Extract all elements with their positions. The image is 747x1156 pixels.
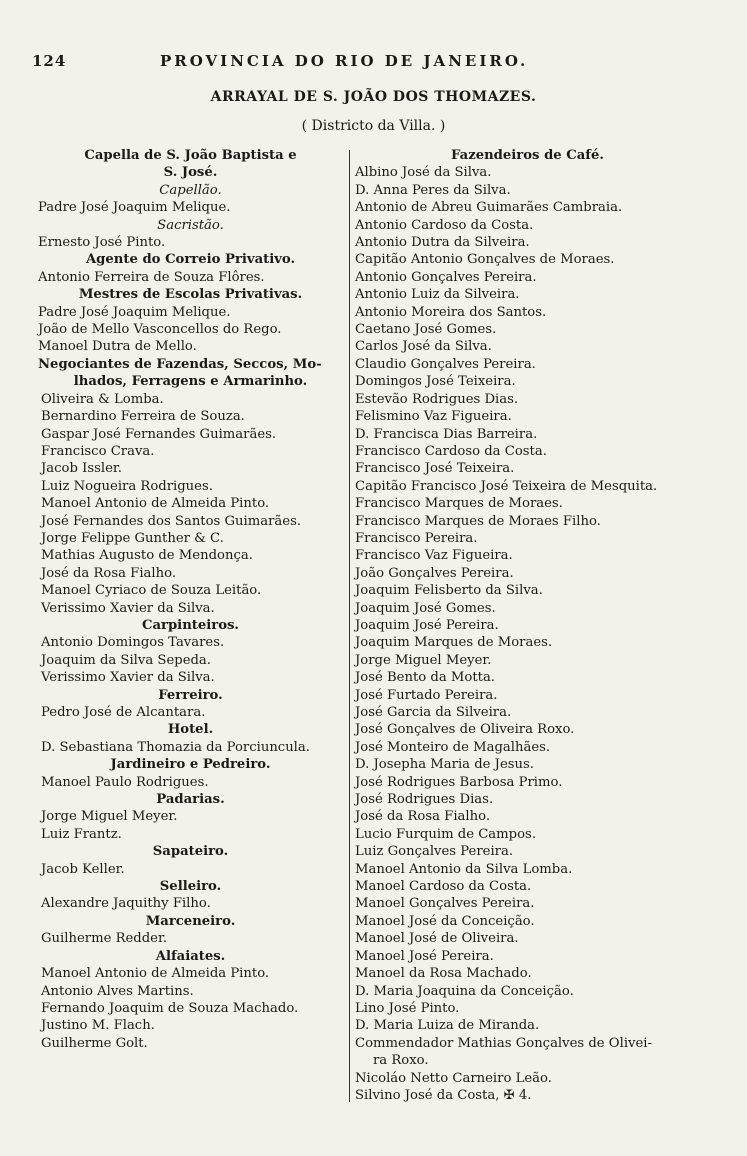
list-item: Jorge Miguel Meyer. bbox=[41, 809, 178, 825]
sacristan-label: Sacristão. bbox=[157, 217, 224, 233]
list-item: Jacob Keller. bbox=[41, 861, 125, 877]
list-item: Antonio Cardoso da Costa. bbox=[355, 217, 534, 233]
list-item: Joaquim da Silva Sepeda. bbox=[41, 652, 211, 668]
list-item: José da Rosa Fialho. bbox=[355, 809, 491, 825]
teachers-heading: Mestres de Escolas Privativas. bbox=[78, 287, 303, 303]
chaplain-label: Capellão. bbox=[159, 182, 222, 198]
list-item: Manoel Antonio de Almeida Pinto. bbox=[41, 966, 270, 982]
list-item: Nicoláo Netto Carneiro Leão. bbox=[355, 1070, 552, 1086]
list-item: Capitão Antonio Gonçalves de Moraes. bbox=[355, 252, 615, 268]
list-item: Antonio Dutra da Silveira. bbox=[355, 235, 530, 251]
list-item: Manoel José Pereira. bbox=[355, 948, 494, 964]
list-item: Carlos José da Silva. bbox=[355, 339, 492, 355]
list-item: Caetano José Gomes. bbox=[355, 322, 497, 338]
chaplain-name: Padre José Joaquim Melique. bbox=[38, 200, 231, 216]
list-item: D. Maria Joaquina da Conceição. bbox=[355, 983, 574, 999]
list-item: Estevão Rodrigues Dias. bbox=[355, 391, 519, 407]
list-item: José Furtado Pereira. bbox=[355, 687, 498, 703]
list-item: Padre José Joaquim Melique. bbox=[38, 304, 231, 320]
list-item: Domingos José Teixeira. bbox=[355, 374, 516, 390]
list-item: Francisco Crava. bbox=[41, 443, 155, 459]
list-item: Oliveira & Lomba. bbox=[41, 391, 164, 407]
list-item: Jorge Miguel Meyer. bbox=[355, 652, 492, 668]
list-item: João de Mello Vasconcellos do Rego. bbox=[38, 322, 282, 338]
gardener-heading: Jardineiro e Pedreiro. bbox=[110, 757, 271, 773]
list-item: Francisco José Teixeira. bbox=[355, 461, 515, 477]
list-item: Guilherme Redder. bbox=[41, 931, 168, 947]
list-item: Manoel Dutra de Mello. bbox=[38, 339, 197, 355]
list-item: Luiz Frantz. bbox=[41, 826, 122, 842]
list-item: José Rodrigues Dias. bbox=[355, 792, 494, 808]
list-item: Manoel José de Oliveira. bbox=[355, 931, 519, 947]
list-item: Manoel José da Conceição. bbox=[355, 913, 535, 929]
list-item: Guilherme Golt. bbox=[41, 1035, 148, 1051]
list-item: Bernardino Ferreira de Souza. bbox=[41, 409, 245, 425]
list-item: José Gonçalves de Oliveira Roxo. bbox=[355, 722, 575, 738]
list-item: D. Francisca Dias Barreira. bbox=[355, 426, 538, 442]
list-item: Alexandre Jaquithy Filho. bbox=[41, 896, 211, 912]
farmers-list bbox=[355, 164, 700, 1034]
list-item: Antonio Moreira dos Santos. bbox=[355, 304, 547, 320]
list-item: José Fernandes dos Santos Guimarães. bbox=[41, 513, 302, 529]
merchants-heading-cont: lhados, Ferragens e Armarinho. bbox=[73, 374, 308, 390]
list-item: Manoel da Rosa Machado. bbox=[355, 966, 532, 982]
list-item: Commendador Mathias Gonçalves de Olivei- bbox=[355, 1035, 652, 1051]
list-item: José da Rosa Fialho. bbox=[41, 565, 177, 581]
list-item: José Rodrigues Barbosa Primo. bbox=[355, 774, 563, 790]
list-item: D. Josepha Maria de Jesus. bbox=[355, 757, 534, 773]
list-item: D. Anna Peres da Silva. bbox=[355, 182, 511, 198]
shoemaker-heading: Sapateiro. bbox=[152, 844, 229, 860]
list-item: Fernando Joaquim de Souza Machado. bbox=[41, 1000, 299, 1016]
column-divider bbox=[349, 150, 350, 1102]
post-agent-heading: Agente do Correio Privativo. bbox=[85, 252, 296, 268]
list-item: João Gonçalves Pereira. bbox=[355, 565, 514, 581]
list-item: Felismino Vaz Figueira. bbox=[355, 409, 512, 425]
list-item: Joaquim José Pereira. bbox=[355, 617, 499, 633]
list-item: Claudio Gonçalves Pereira. bbox=[355, 356, 536, 372]
list-item: Antonio Luiz da Silveira. bbox=[355, 287, 520, 303]
list-item: D. Sebastiana Thomazia da Porciuncula. bbox=[41, 739, 310, 755]
list-item: Manoel Cyriaco de Souza Leitão. bbox=[41, 583, 262, 599]
list-item: Antonio Gonçalves Pereira. bbox=[355, 269, 537, 285]
post-agent-name: Antonio Ferreira de Souza Flôres. bbox=[38, 269, 265, 285]
hotel-heading: Hotel. bbox=[167, 722, 214, 738]
list-item: Francisco Cardoso da Costa. bbox=[355, 443, 547, 459]
merchants-heading: Negociantes de Fazendas, Seccos, Mo- bbox=[38, 356, 322, 372]
carpenters-heading: Carpinteiros. bbox=[141, 617, 240, 633]
last-entry-name: Silvino José da Costa, bbox=[355, 1087, 500, 1103]
list-item: Lino José Pinto. bbox=[355, 1000, 460, 1016]
bakeries-heading: Padarias. bbox=[156, 792, 225, 808]
list-item: Luiz Nogueira Rodrigues. bbox=[41, 478, 213, 494]
chapel-heading-cont: S. José. bbox=[163, 165, 218, 181]
list-item: Pedro José de Alcantara. bbox=[41, 705, 206, 720]
left-column bbox=[38, 147, 343, 1052]
list-item: Manoel Antonio da Silva Lomba. bbox=[355, 861, 573, 877]
sacristan-name: Ernesto José Pinto. bbox=[38, 235, 166, 251]
list-item: Antonio Domingos Tavares. bbox=[41, 635, 225, 651]
list-item: Albino José da Silva. bbox=[355, 165, 492, 181]
list-item: Joaquim Marques de Moraes. bbox=[355, 635, 553, 651]
list-item: Verissimo Xavier da Silva. bbox=[41, 600, 215, 616]
list-item: Francisco Vaz Figueira. bbox=[355, 548, 513, 564]
list-item: Gaspar José Fernandes Guimarães. bbox=[41, 426, 277, 442]
saddler-heading: Selleiro. bbox=[159, 879, 222, 895]
list-item: Justino M. Flach. bbox=[41, 1018, 155, 1034]
section-subtitle: ( Districto da Villa. ) bbox=[301, 118, 446, 134]
list-item: José Bento da Motta. bbox=[355, 670, 496, 686]
coffee-farmers-heading: Fazendeiros de Café. bbox=[451, 148, 604, 163]
list-item: Luiz Gonçalves Pereira. bbox=[355, 844, 514, 860]
running-title: PROVINCIA DO RIO DE JANEIRO. bbox=[160, 52, 529, 70]
joiner-heading: Marceneiro. bbox=[145, 913, 236, 929]
list-item: Verissimo Xavier da Silva. bbox=[41, 670, 215, 686]
list-item: Lucio Furquim de Campos. bbox=[355, 826, 537, 842]
list-item: Capitão Francisco José Teixeira de Mesquita. bbox=[355, 478, 658, 494]
chapel-heading: Capella de S. João Baptista e bbox=[84, 148, 297, 163]
list-item: Jorge Felippe Gunther & C. bbox=[41, 530, 224, 546]
list-item: Francisco Marques de Moraes. bbox=[355, 496, 563, 512]
list-item: Mathias Augusto de Mendonça. bbox=[41, 548, 253, 564]
page-number: 124 bbox=[32, 52, 67, 70]
list-item: Francisco Marques de Moraes Filho. bbox=[355, 513, 601, 529]
list-item: Francisco Pereira. bbox=[355, 530, 478, 546]
list-item: Joaquim José Gomes. bbox=[355, 600, 496, 616]
list-item bbox=[355, 1087, 700, 1104]
smith-heading: Ferreiro. bbox=[158, 687, 223, 703]
list-item: Antonio de Abreu Guimarães Cambraia. bbox=[355, 200, 623, 216]
list-item: Antonio Alves Martins. bbox=[41, 983, 194, 999]
right-column bbox=[355, 147, 700, 1104]
list-item: José Monteiro de Magalhães. bbox=[355, 739, 551, 755]
list-item: Jacob Issler. bbox=[41, 461, 122, 477]
tailors-heading: Alfaiates. bbox=[155, 948, 226, 964]
list-item: Manoel Gonçalves Pereira. bbox=[355, 896, 535, 912]
list-item: Manoel Paulo Rodrigues. bbox=[41, 774, 209, 790]
list-item: Manoel Cardoso da Costa. bbox=[355, 879, 532, 895]
list-item: Manoel Antonio de Almeida Pinto. bbox=[41, 496, 270, 512]
list-item: José Garcia da Silveira. bbox=[355, 705, 512, 720]
list-item-cont: ra Roxo. bbox=[373, 1053, 429, 1069]
list-item: Joaquim Felisberto da Silva. bbox=[355, 583, 543, 599]
list-item: D. Maria Luiza de Miranda. bbox=[355, 1018, 540, 1034]
cross-mark: ✠ 4. bbox=[503, 1087, 532, 1103]
section-title: ARRAYAL DE S. JOÃO DOS THOMAZES. bbox=[210, 89, 537, 105]
